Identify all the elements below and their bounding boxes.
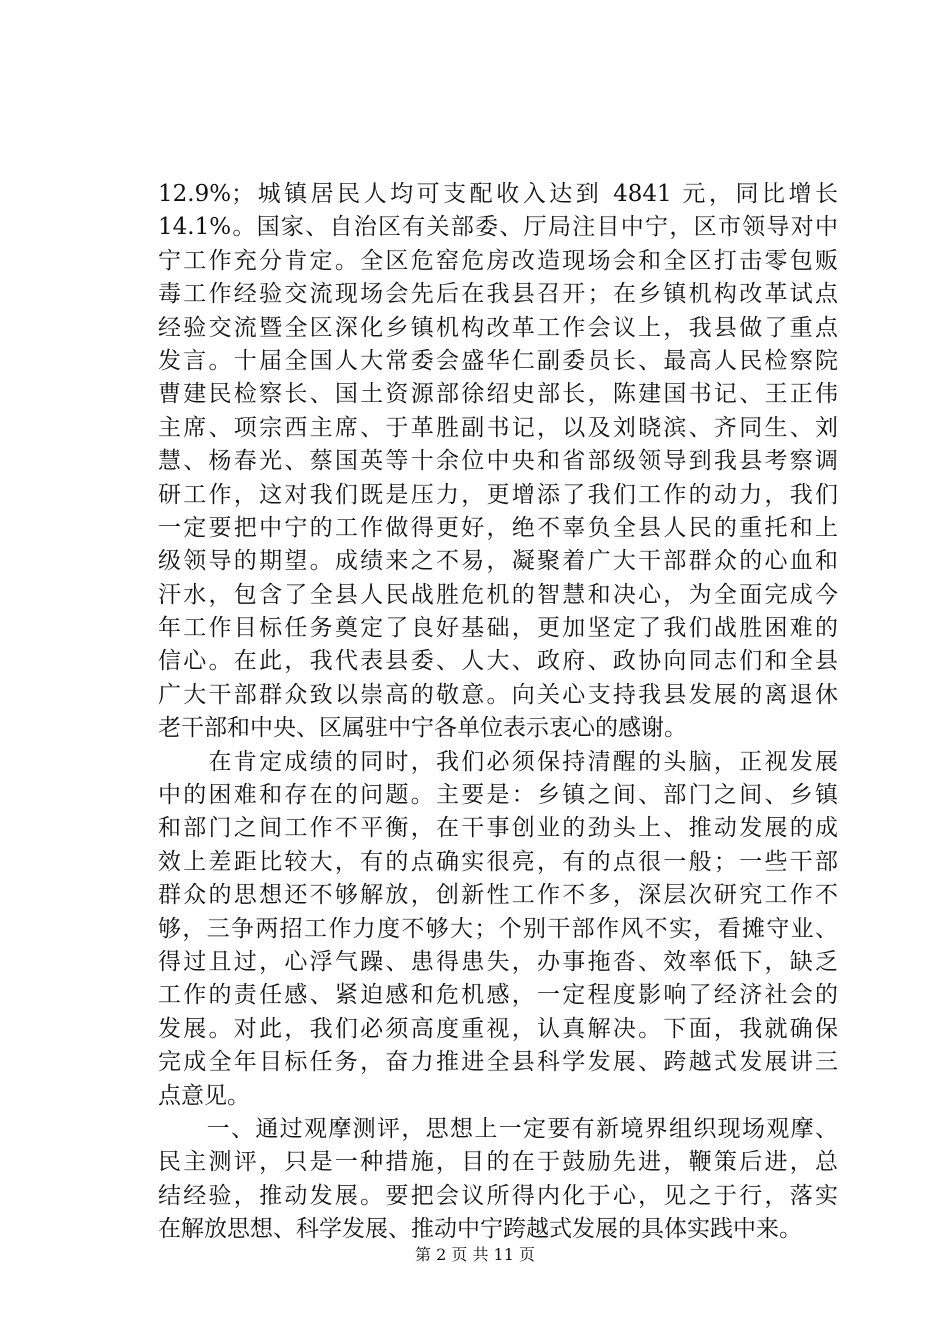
text-line: 发言。十届全国人大常委会盛华仁副委员长、最高人民检察院 <box>158 347 838 374</box>
text-line: 民主测评，只是一种措施，目的在于鼓励先进，鞭策后进，总 <box>158 1149 838 1176</box>
text-line: 中的困难和存在的问题。主要是：乡镇之间、部门之间、乡镇 <box>158 782 838 809</box>
page-number-label: 第 2 页 共 11 页 <box>415 1245 535 1264</box>
text-line: 发展。对此，我们必须高度重视，认真解决。下面，我就确保 <box>158 1015 838 1042</box>
text-line: 慧、杨春光、蔡国英等十余位中央和省部级领导到我县考察调 <box>158 448 838 475</box>
text-line: 群众的思想还不够解放，创新性工作不多，深层次研究工作不 <box>158 882 838 909</box>
text-line: 完成全年目标任务，奋力推进全县科学发展、跨越式发展讲三 <box>158 1049 838 1076</box>
text-line: 研工作，这对我们既是压力，更增添了我们工作的动力，我们 <box>158 481 838 508</box>
text-line: 信心。在此，我代表县委、人大、政府、政协向同志们和全县 <box>158 648 838 675</box>
text-line: 主席、项宗西主席、于革胜副书记，以及刘晓滨、齐同生、刘 <box>158 414 838 441</box>
document-body <box>158 178 838 1247</box>
text-line: 在解放思想、科学发展、推动中宁跨越式发展的具体实践中来。 <box>158 1216 802 1243</box>
page-footer <box>0 1244 950 1266</box>
text-line: 级领导的期望。成绩来之不易，凝聚着广大干部群众的心血和 <box>158 548 838 575</box>
text-line: 广大干部群众致以崇高的敬意。向关心支持我县发展的离退休 <box>158 681 838 708</box>
text-line: 够，三争两招工作力度不够大；个别干部作风不实，看摊守业、 <box>158 915 838 942</box>
text-line: 经验交流暨全区深化乡镇机构改革工作会议上，我县做了重点 <box>158 314 838 341</box>
text-line: 14.1%。国家、自治区有关部委、厅局注目中宁，区市领导对中 <box>158 214 838 241</box>
text-line: 宁工作充分肯定。全区危窑危房改造现场会和全区打击零包贩 <box>158 247 838 274</box>
text-line: 12.9%；城镇居民人均可支配收入达到 4841 元，同比增长 <box>158 181 838 207</box>
text-line: 毒工作经验交流现场会先后在我县召开；在乡镇机构改革试点 <box>158 281 838 308</box>
text-line: 效上差距比较大，有的点确实很亮，有的点很一般；一些干部 <box>158 848 838 875</box>
text-line: 一、通过观摩测评，思想上一定要有新境界组织现场观摩、 <box>158 1115 838 1142</box>
text-line: 一定要把中宁的工作做得更好，绝不辜负全县人民的重托和上 <box>158 514 838 541</box>
text-line: 年工作目标任务奠定了良好基础，更加坚定了我们战胜困难的 <box>158 615 838 642</box>
text-line: 在肯定成绩的同时，我们必须保持清醒的头脑，正视发展 <box>158 748 838 775</box>
text-line: 汗水，包含了全县人民战胜危机的智慧和决心，为全面完成今 <box>158 581 838 608</box>
text-line: 老干部和中央、区属驻中宁各单位表示衷心的感谢。 <box>158 715 687 742</box>
text-line: 得过且过，心浮气躁、患得患失，办事拖沓、效率低下，缺乏 <box>158 948 838 975</box>
text-line: 结经验，推动发展。要把会议所得内化于心，见之于行，落实 <box>158 1182 838 1209</box>
text-line: 和部门之间工作不平衡，在干事创业的劲头上、推动发展的成 <box>158 815 838 842</box>
text-line: 工作的责任感、紧迫感和危机感，一定程度影响了经济社会的 <box>158 982 838 1009</box>
text-line: 点意见。 <box>158 1082 250 1109</box>
text-line: 曹建民检察长、国土资源部徐绍史部长，陈建国书记、王正伟 <box>158 381 838 408</box>
